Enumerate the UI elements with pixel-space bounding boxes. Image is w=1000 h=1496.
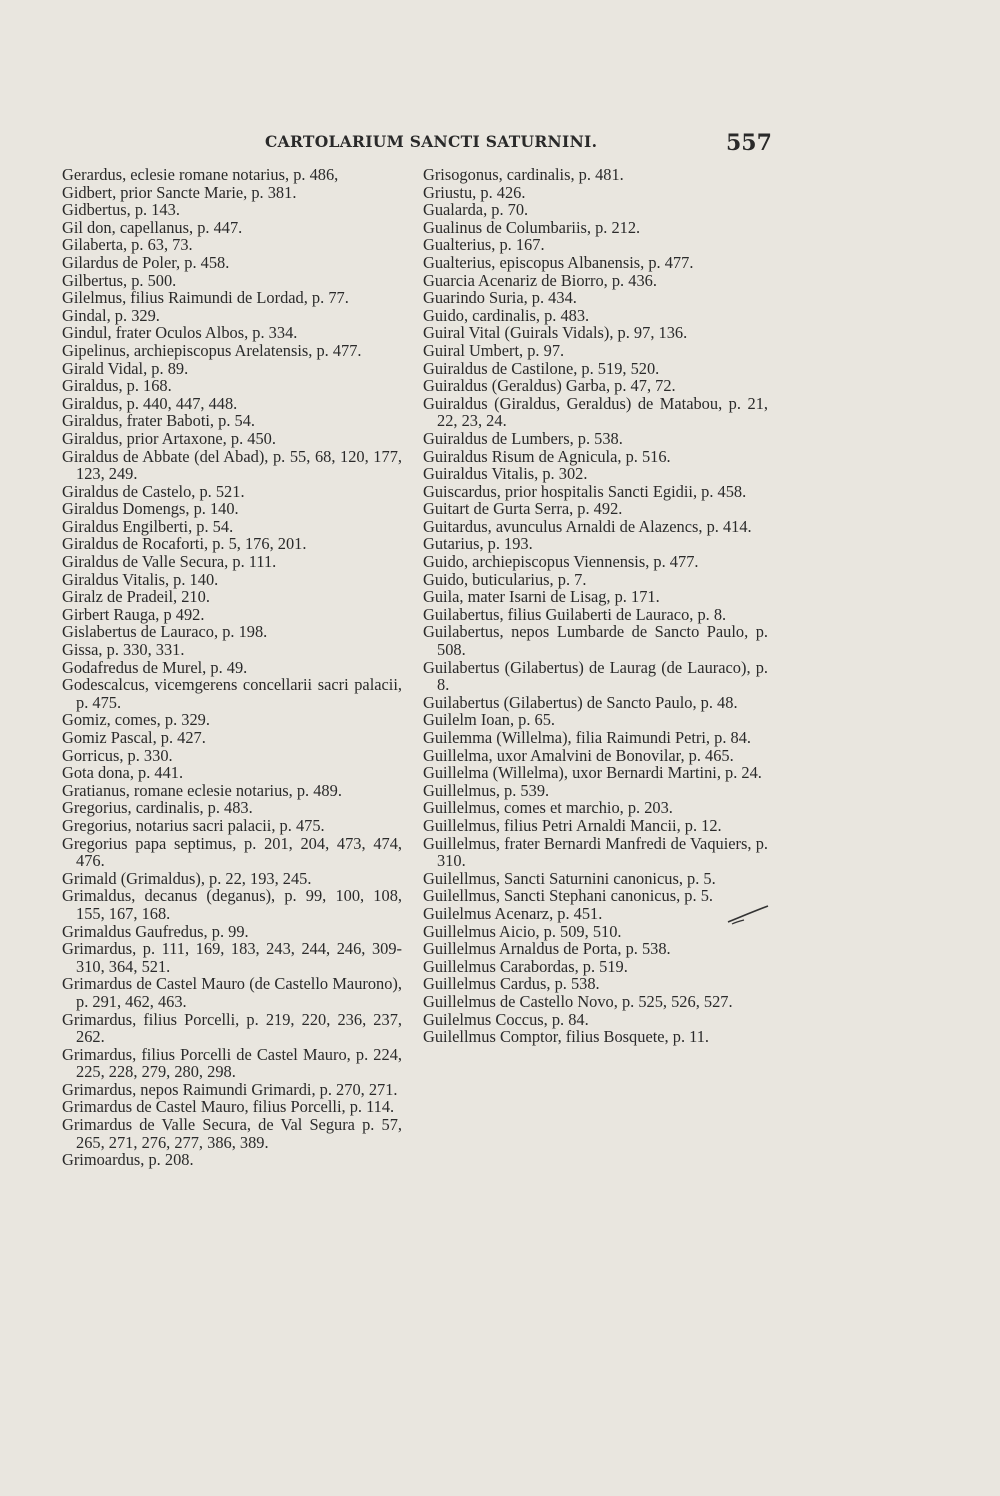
index-entry: Gualterius, p. 167.	[423, 235, 545, 255]
index-entry: Gilaberta, p. 63, 73.	[62, 235, 193, 255]
index-entry: Giraldus, frater Baboti, p. 54.	[62, 411, 255, 431]
index-entry: Gutarius, p. 193.	[423, 534, 533, 554]
index-entry: Gomiz Pascal, p. 427.	[62, 728, 206, 747]
index-entry: Giraldus Vitalis, p. 140.	[62, 569, 219, 589]
index-entry: Guillelmus, p. 539.	[423, 780, 550, 800]
index-entry: Girbert Rauga, p 492.	[62, 604, 205, 624]
index-entry: Grimardus de Castel Mauro (de Castello Maurono), p. 291, 462, 463.	[62, 974, 402, 1011]
index-entry: Guilellmus, Sancti Saturnini canonicus, p. 5.	[423, 868, 716, 888]
index-entry: Grimaldus Gaufredus, p. 99.	[62, 921, 249, 941]
index-entry: Guillelmus de Castello Novo, p. 525, 526, 527.	[423, 991, 733, 1011]
index-entry: Gualarda, p. 70.	[423, 200, 529, 220]
index-entry: Guilemma (Willelma), filia Raimundi Petri, p. 84.	[423, 728, 751, 747]
index-entry: Giralz de Pradeil, 210.	[62, 587, 210, 607]
index-entry: Guiral Umbert, p. 97.	[423, 340, 565, 360]
index-entry: Girald Vidal, p. 89.	[62, 358, 189, 378]
index-entry: Guilellmus Comptor, filius Bosquete, p. 11.	[423, 1027, 710, 1047]
index-entry: Giraldus, prior Artaxone, p. 450.	[62, 428, 276, 448]
index-entry: Giraldus de Rocaforti, p. 5, 176, 201.	[62, 534, 307, 554]
index-entry: Gidbertus, p. 143.	[62, 200, 180, 220]
index-entry: Gilardus de Poler, p. 458.	[62, 252, 230, 272]
index-entry: Gorricus, p. 330.	[62, 745, 173, 765]
index-entry: Guila, mater Isarni de Lisag, p. 171.	[423, 587, 660, 607]
index-entry: Gratianus, romane eclesie notarius, p. 489.	[62, 780, 342, 800]
index-entry: Grimardus de Valle Secura, de Val Segura p. 57, 265, 271, 276, 277, 386, 389.	[62, 1115, 402, 1152]
index-entry: Gregorius papa septimus, p. 201, 204, 473, 474, 476.	[62, 833, 402, 871]
index-column-left	[62, 166, 402, 1169]
index-entry: Guilellmus, Sancti Stephani canonicus, p. 5.	[423, 886, 713, 906]
index-entry: Grimardus, nepos Raimundi Grimardi, p. 270, 271.	[62, 1079, 398, 1099]
index-entry: Guiraldus (Giraldus, Geraldus) de Matabou, p. 21, 22, 23, 24.	[423, 393, 768, 431]
index-entry: Guillelma, uxor Amalvini de Bonovilar, p. 465.	[423, 745, 734, 765]
index-entry: Godescalcus, vicemgerens concellarii sacri palacii, p. 475.	[62, 675, 402, 712]
index-entry: Grimardus, filius Porcelli de Castel Mauro, p. 224, 225, 228, 279, 280, 298.	[62, 1044, 402, 1082]
index-entry: Guilelmus Acenarz, p. 451.	[423, 903, 603, 923]
index-entry: Guilabertus (Gilabertus) de Laurag (de Lauraco), p. 8.	[423, 657, 768, 695]
index-entry: Gilelmus, filius Raimundi de Lordad, p. 77.	[62, 288, 349, 308]
index-entry: Gissa, p. 330, 331.	[62, 640, 185, 660]
index-entry: Giraldus Domengs, p. 140.	[62, 499, 239, 519]
index-entry: Guillelma (Willelma), uxor Bernardi Martini, p. 24.	[423, 763, 762, 783]
index-entry: Guillelmus Aicio, p. 509, 510.	[423, 921, 622, 941]
index-entry: Guilelmus Coccus, p. 84.	[423, 1009, 589, 1029]
index-entry: Gil don, capellanus, p. 447.	[62, 217, 243, 237]
index-entry: Gualterius, episcopus Albanensis, p. 477.	[423, 252, 694, 272]
index-entry: Guilabertus, nepos Lumbarde de Sancto Paulo, p. 508.	[423, 622, 768, 660]
index-entry: Giraldus de Abbate (del Abad), p. 55, 68, 120, 177, 123, 249.	[62, 446, 402, 484]
index-entry: Guiscardus, prior hospitalis Sancti Egidii, p. 458.	[423, 481, 747, 501]
index-entry: Godafredus de Murel, p. 49.	[62, 657, 248, 677]
index-entry: Grimaldus, decanus (deganus), p. 99, 100, 108, 155, 167, 168.	[62, 886, 402, 923]
index-entry: Griustu, p. 426.	[423, 182, 526, 202]
index-entry: Guiraldus Risum de Agnicula, p. 516.	[423, 446, 671, 466]
index-entry: Guido, buticularius, p. 7.	[423, 569, 587, 589]
index-entry: Guillelmus Cardus, p. 538.	[423, 974, 600, 994]
index-entry: Giraldus Engilberti, p. 54.	[62, 516, 234, 536]
index-entry: Gregorius, cardinalis, p. 483.	[62, 798, 253, 818]
index-entry: Grisogonus, cardinalis, p. 481.	[423, 165, 624, 184]
index-entry: Gilbertus, p. 500.	[62, 270, 177, 290]
index-entry: Guiraldus (Geraldus) Garba, p. 47, 72.	[423, 376, 676, 396]
index-entry: Gindul, frater Oculos Albos, p. 334.	[62, 323, 298, 343]
index-entry: Guillelmus, comes et marchio, p. 203.	[423, 798, 673, 818]
index-entry: Grimald (Grimaldus), p. 22, 193, 245.	[62, 868, 312, 888]
index-entry: Giraldus, p. 440, 447, 448.	[62, 393, 238, 413]
index-entry: Giraldus, p. 168.	[62, 376, 172, 396]
index-entry: Gregorius, notarius sacri palacii, p. 475.	[62, 815, 325, 835]
index-entry: Guarcia Acenariz de Biorro, p. 436.	[423, 270, 657, 290]
index-entry: Grimoardus, p. 208.	[62, 1150, 194, 1170]
index-entry: Grimardus, filius Porcelli, p. 219, 220, 236, 237, 262.	[62, 1009, 402, 1047]
index-entry: Grimardus de Castel Mauro, filius Porcelli, p. 114.	[62, 1097, 395, 1117]
index-entry: Gipelinus, archiepiscopus Arelatensis, p. 477.	[62, 340, 362, 360]
index-entry: Guiraldus Vitalis, p. 302.	[423, 464, 588, 484]
index-entry: Gindal, p. 329.	[62, 305, 160, 325]
index-entry: Guilabertus (Gilabertus) de Sancto Paulo, p. 48.	[423, 692, 738, 712]
index-entry: Guitart de Gurta Serra, p. 492.	[423, 499, 623, 519]
index-column-right	[423, 166, 768, 1046]
index-entry: Gidbert, prior Sancte Marie, p. 381.	[62, 182, 297, 202]
index-entry: Guillelmus, frater Bernardi Manfredi de Vaquiers, p. 310.	[423, 833, 768, 871]
index-entry: Giraldus de Castelo, p. 521.	[62, 481, 245, 501]
index-entry: Gerardus, eclesie romane notarius, p. 486,	[62, 165, 339, 184]
index-entry: Gislabertus de Lauraco, p. 198.	[62, 622, 268, 642]
index-entry: Guido, archiepiscopus Viennensis, p. 477.	[423, 552, 699, 572]
index-entry: Guiraldus de Castilone, p. 519, 520.	[423, 358, 660, 378]
index-entry: Guilelm Ioan, p. 65.	[423, 710, 556, 730]
pencil-mark-icon	[726, 900, 770, 930]
index-entry: Giraldus de Valle Secura, p. 111.	[62, 552, 277, 572]
running-head: CARTOLARIUM SANCTI SATURNINI.	[265, 132, 598, 151]
index-entry: Guilabertus, filius Guilaberti de Lauraco, p. 8.	[423, 604, 727, 624]
index-entry: Gota dona, p. 441.	[62, 763, 184, 783]
index-entry: Guarindo Suria, p. 434.	[423, 288, 577, 308]
index-entry: Guillelmus Carabordas, p. 519.	[423, 956, 628, 976]
index-entry: Gualinus de Columbariis, p. 212.	[423, 217, 641, 237]
index-entry: Guiral Vital (Guirals Vidals), p. 97, 136.	[423, 323, 688, 343]
index-entry: Grimardus, p. 111, 169, 183, 243, 244, 246, 309-310, 364, 521.	[62, 939, 402, 976]
page-number: 557	[726, 130, 772, 156]
index-entry: Gomiz, comes, p. 329.	[62, 710, 210, 730]
index-entry: Guiraldus de Lumbers, p. 538.	[423, 428, 623, 448]
index-entry: Guillelmus, filius Petri Arnaldi Mancii, p. 12.	[423, 815, 722, 835]
index-entry: Guitardus, avunculus Arnaldi de Alazencs, p. 414.	[423, 516, 752, 536]
index-entry: Guillelmus Arnaldus de Porta, p. 538.	[423, 939, 671, 959]
index-entry: Guido, cardinalis, p. 483.	[423, 305, 590, 325]
